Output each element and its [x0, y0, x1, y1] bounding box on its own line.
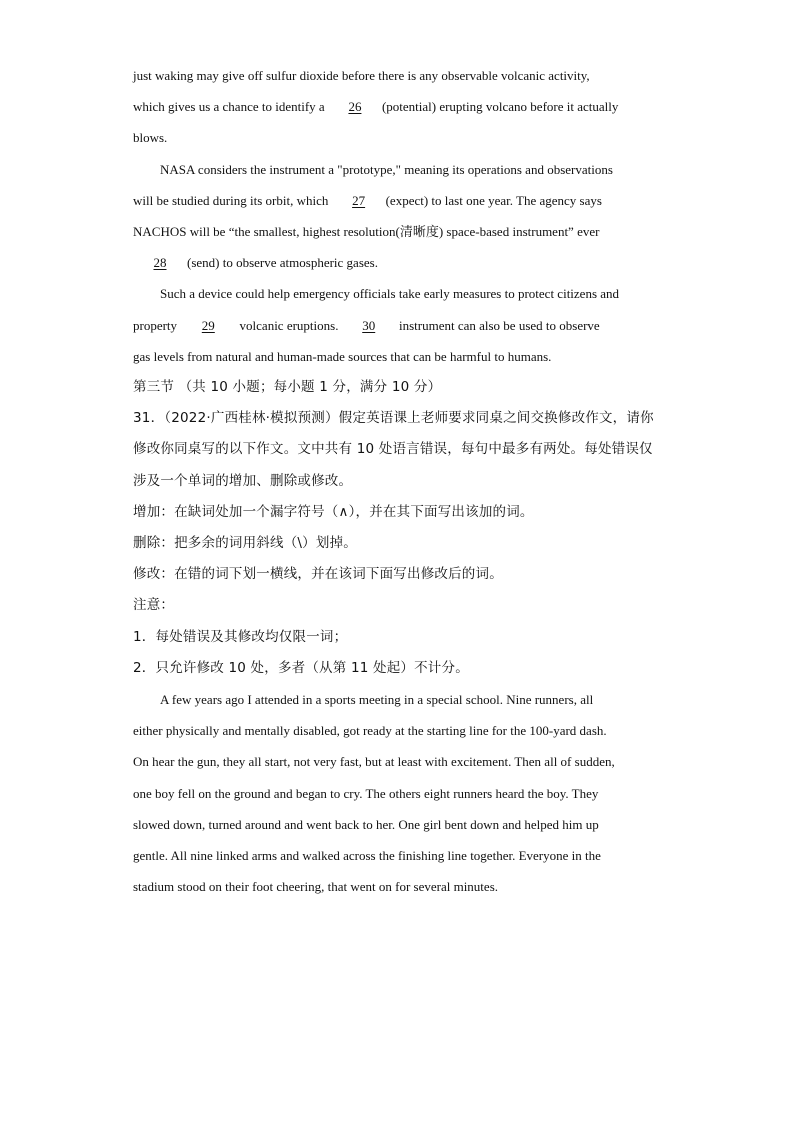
note-item: 2．只允许修改 10 处，多者（从第 11 处起）不计分。: [133, 659, 469, 676]
blank-28: 28: [153, 255, 167, 271]
blank-26: 26: [348, 99, 362, 115]
essay-line: stadium stood on their foot cheering, that went on for several minutes.: [133, 879, 498, 895]
essay-line: either physically and mentally disabled, got ready at the starting line for the 100-yard dash.: [133, 723, 607, 739]
essay-line: slowed down, turned around and went back to her. One girl bent down and helped him up: [133, 816, 599, 832]
essay-line: On hear the gun, they all start, not very fast, but at least with excitement. Then all of sudden,: [133, 754, 615, 770]
instruction-modify: 修改：在错的词下划一横线，并在该词下面写出修改后的词。: [133, 566, 503, 583]
note-heading: 注意：: [133, 597, 175, 614]
blank-30: 30: [362, 317, 376, 333]
instruction-add: 增加：在缺词处加一个漏字符号（∧），并在其下面写出该加的词。: [133, 503, 534, 520]
essay-line: A few years ago I attended in a sports meeting in a special school. Nine runners, all: [160, 692, 594, 708]
note-item: 1．每处错误及其修改均仅限一词；: [133, 628, 348, 645]
passage-line: 28 (send) to observe atmospheric gases.: [133, 247, 661, 278]
passage-line: property 29 volcanic eruptions. 30 instrument can also be used to observe: [133, 310, 661, 341]
passage-line: Such a device could help emergency officials take early measures to protect citizens and: [160, 286, 620, 302]
instruction-delete: 删除：把多余的词用斜线（\）划掉。: [133, 535, 357, 552]
document-page: [133, 60, 661, 902]
essay-line: gentle. All nine linked arms and walked across the finishing line together. Everyone in the: [133, 848, 601, 864]
blank-27: 27: [352, 192, 366, 208]
passage-line: just waking may give off sulfur dioxide before there is any observable volcanic activity,: [133, 68, 590, 83]
blank-29: 29: [201, 317, 215, 333]
section-heading: 第三节 （共 10 小题；每小题 1 分，满分 10 分）: [133, 379, 442, 396]
passage-line: NACHOS will be “the smallest, highest resolution(清晰度) space-based instrument” ever: [133, 224, 600, 240]
passage-line: gas levels from natural and human-made sources that can be harmful to humans.: [133, 348, 552, 364]
question-stem: 涉及一个单词的增加、删除或修改。: [133, 472, 353, 489]
passage-line: blows.: [133, 130, 168, 146]
passage-line: which gives us a chance to identify a 26 (potential) erupting volcano before it actually: [133, 91, 661, 122]
passage-line: NASA considers the instrument a "prototype," meaning its operations and observations: [160, 161, 613, 177]
question-stem: 修改你同桌写的以下作文。文中共有 10 处语言错误，每句中最多有两处。每处错误仅: [133, 441, 653, 458]
question-stem: 31．（2022·广西桂林·模拟预测）假定英语课上老师要求同桌之间交换修改作文，请你: [133, 410, 654, 427]
essay-line: one boy fell on the ground and began to cry. The others eight runners heard the boy. They: [133, 785, 599, 801]
passage-line: will be studied during its orbit, which 27 (expect) to last one year. The agency says: [133, 185, 661, 216]
